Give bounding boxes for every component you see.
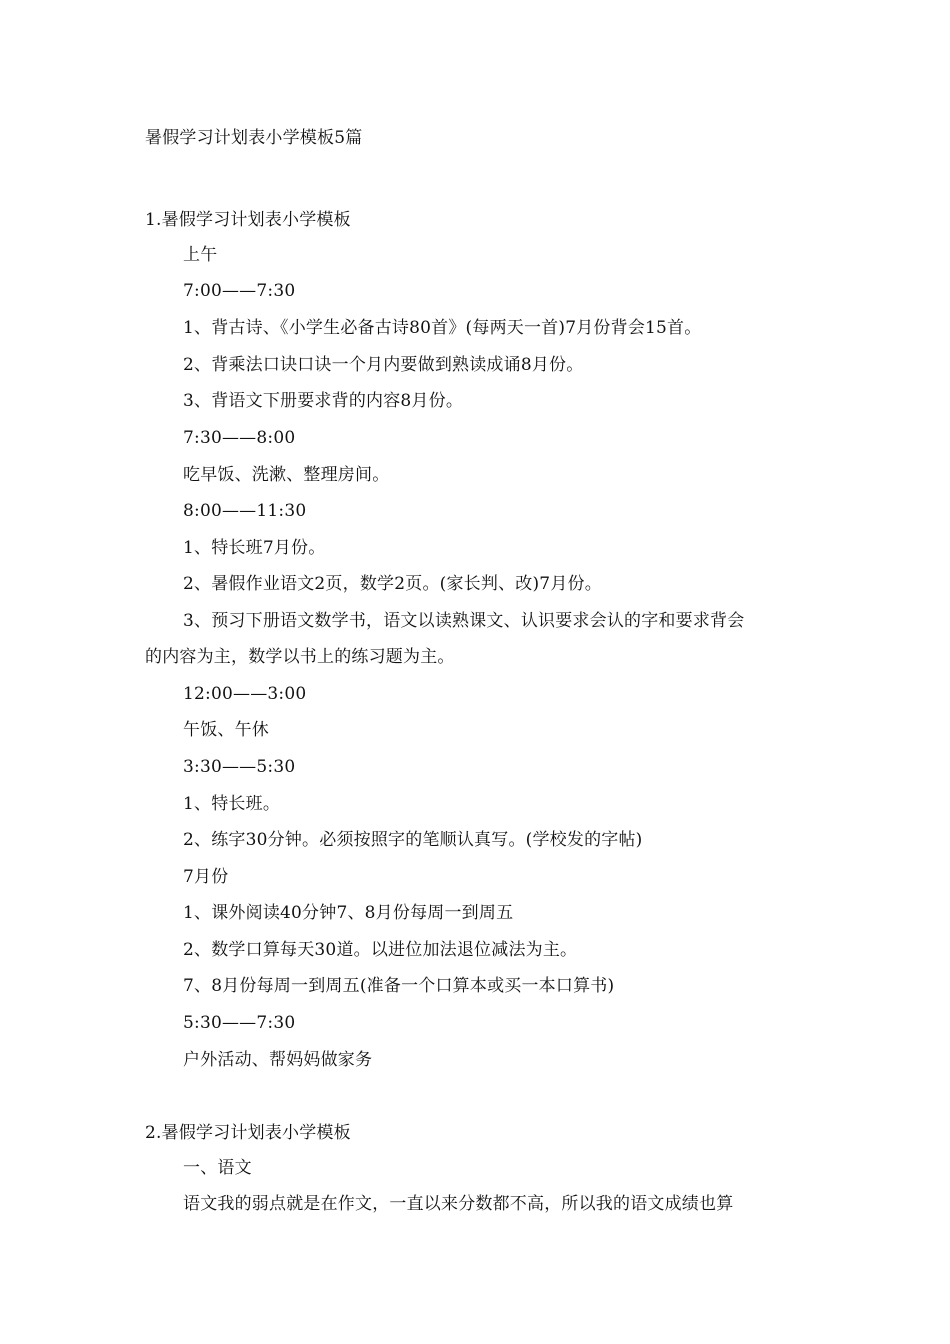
paragraph-line: 3、背语文下册要求背的内容8月份。 [183, 391, 464, 411]
section-heading: 2.暑假学习计划表小学模板 [145, 1123, 351, 1143]
paragraph-line: 1、背古诗、《小学生必备古诗80首》(每两天一首)7月份背会15首。 [183, 318, 702, 338]
paragraph-line: 5:30——7:30 [183, 1013, 296, 1033]
paragraph-line: 7月份 [183, 867, 229, 887]
paragraph-line: 3:30——5:30 [183, 757, 296, 777]
paragraph-line: 7、8月份每周一到周五(准备一个口算本或买一本口算书) [183, 976, 615, 996]
paragraph-line: 12:00——3:00 [183, 684, 307, 704]
paragraph-line: 1、特长班7月份。 [183, 538, 326, 558]
paragraph-line: 2、数学口算每天30道。以进位加法退位减法为主。 [183, 940, 578, 960]
paragraph-line: 2、练字30分钟。必须按照字的笔顺认真写。(学校发的字帖) [183, 830, 643, 850]
paragraph-line: 3、预习下册语文数学书，语文以读熟课文、认识要求会认的字和要求背会 [183, 611, 745, 631]
paragraph-line: 2、暑假作业语文2页，数学2页。(家长判、改)7月份。 [183, 574, 602, 594]
paragraph-line: 7:30——8:00 [183, 428, 296, 448]
paragraph-line: 吃早饭、洗漱、整理房间。 [183, 465, 390, 485]
document-title: 暑假学习计划表小学模板5篇 [145, 128, 363, 148]
paragraph-line: 上午 [183, 245, 218, 265]
paragraph-line: 语文我的弱点就是在作文，一直以来分数都不高，所以我的语文成绩也算 [183, 1194, 734, 1214]
paragraph-line: 7:00——7:30 [183, 281, 296, 301]
section-heading: 1.暑假学习计划表小学模板 [145, 210, 351, 230]
paragraph-line: 一、语文 [183, 1158, 252, 1178]
paragraph-line: 1、特长班。 [183, 794, 281, 814]
paragraph-line: 2、背乘法口诀口诀一个月内要做到熟读成诵8月份。 [183, 355, 584, 375]
paragraph-line: 午饭、午休 [183, 720, 269, 740]
paragraph-line: 户外活动、帮妈妈做家务 [183, 1050, 373, 1070]
paragraph-line: 8:00——11:30 [183, 501, 307, 521]
paragraph-line: 1、课外阅读40分钟7、8月份每周一到周五 [183, 903, 514, 923]
paragraph-line: 的内容为主，数学以书上的练习题为主。 [145, 647, 455, 667]
